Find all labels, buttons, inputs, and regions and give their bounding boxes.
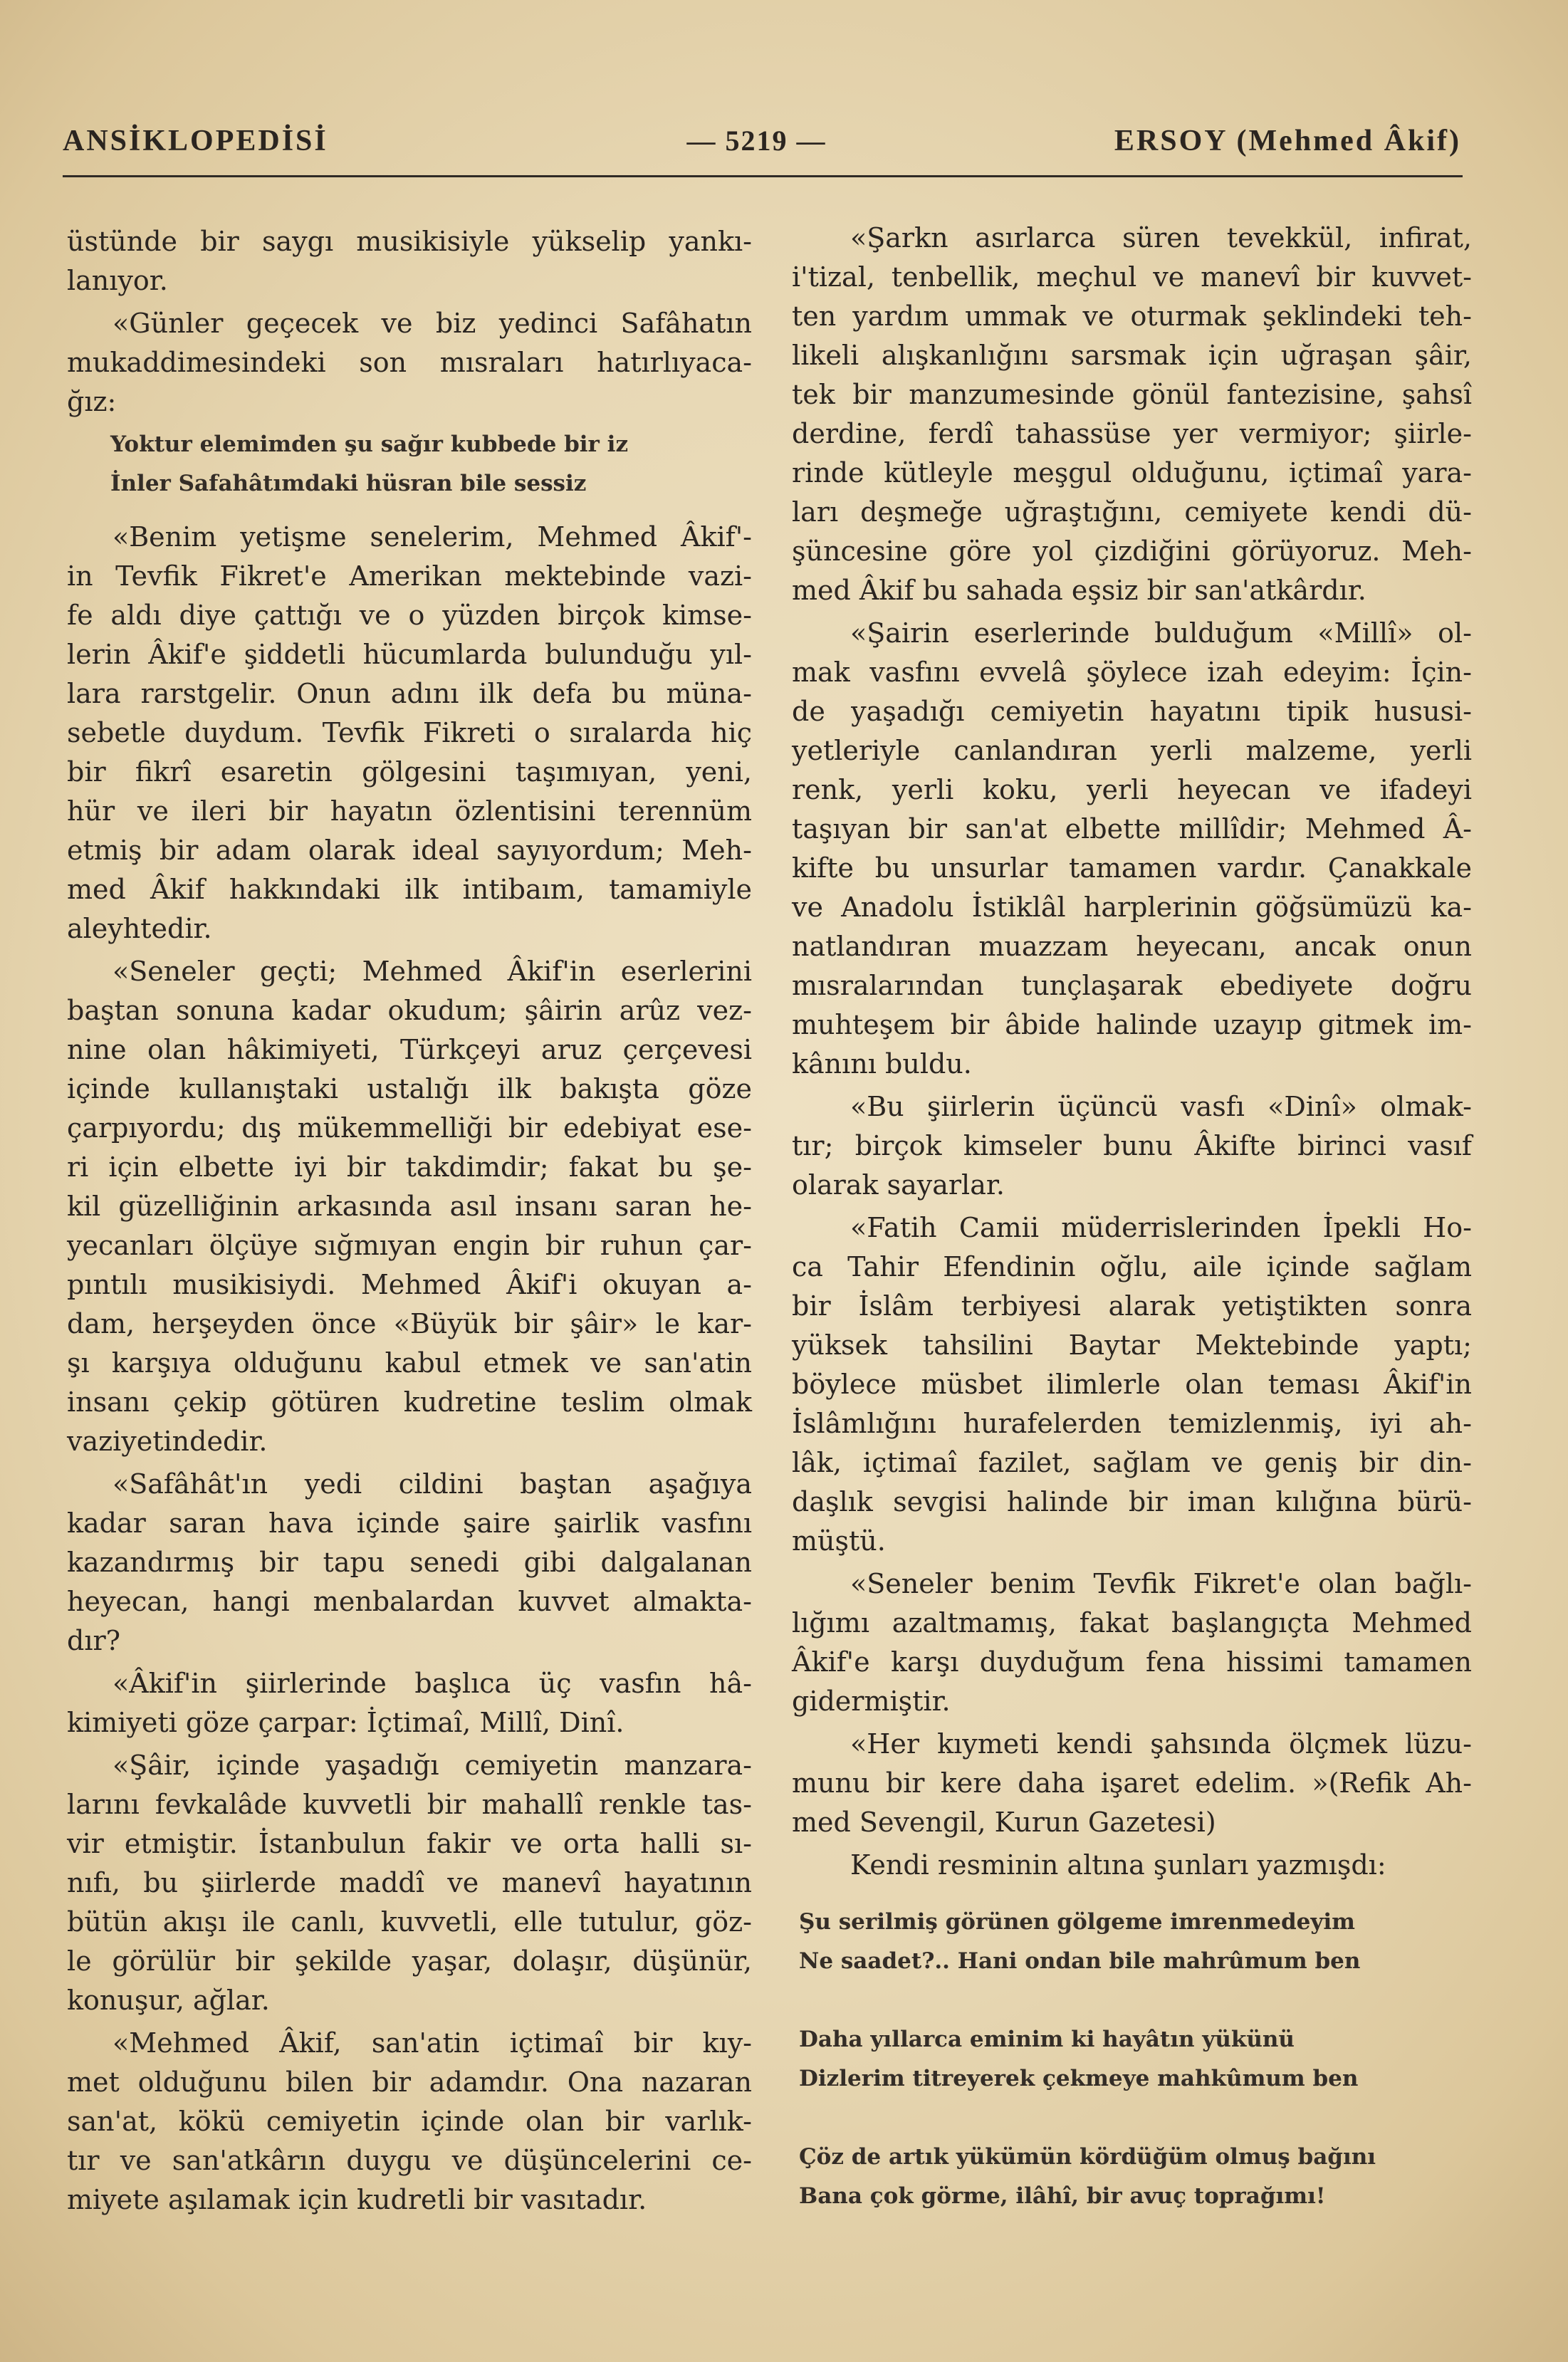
text-line: vaziyetindedir. xyxy=(67,1426,268,1457)
text-line: munu bir kere daha işaret edelim. »(Refik Ah- xyxy=(792,1767,1472,1799)
text-line: müştü. xyxy=(792,1525,886,1557)
verse-line: Yoktur elemimden şu sağır kubbede bir iz xyxy=(110,432,629,457)
text-line: heyecan, hangi menbalardan kuvvet almakta- xyxy=(67,1586,752,1617)
text-line: ca Tahir Efendinin oğlu, aile içinde sağlam xyxy=(792,1251,1472,1282)
text-line: kadar saran hava içinde şaire şairlik vasfını xyxy=(67,1507,752,1539)
text-line: med Âkif bu sahada eşsiz bir san'atkârdır. xyxy=(792,575,1366,606)
verse-quote xyxy=(792,1903,1472,2216)
text-line: etmiş bir adam olarak ideal sayıyordum; Meh- xyxy=(67,835,752,866)
paragraph xyxy=(792,219,1472,610)
text-line: kifte bu unsurlar tamamen vardır. Çanakkale xyxy=(792,852,1472,884)
paragraph xyxy=(67,2024,752,2220)
text-line: miyete aşılamak için kudretli bir vasıtadır. xyxy=(67,2184,647,2215)
running-head-left: ANSİKLOPEDİSİ xyxy=(63,125,328,157)
text-line: med Sevengil, Kurun Gazetesi) xyxy=(792,1807,1216,1838)
text-line: «Safâhât'ın yedi cildini baştan aşağıya xyxy=(113,1468,752,1500)
text-line: hür ve ileri bir hayatın özlentisini terennüm xyxy=(67,795,752,827)
text-line: ğız: xyxy=(67,386,117,417)
paragraph xyxy=(67,304,752,422)
text-line: lığımı azaltmamış, fakat başlangıçta Mehmed xyxy=(792,1607,1472,1639)
text-line: kil güzelliğinin arkasında asıl insanı saran he- xyxy=(67,1191,752,1222)
text-line: böylece müsbet ilimlerle olan teması Âkif'in xyxy=(792,1369,1472,1400)
text-line: larını fevkalâde kuvvetli bir mahallî renkle tas- xyxy=(67,1789,752,1820)
verse-line: Ne saadet?.. Hani ondan bile mahrûmum ben xyxy=(799,1948,1361,1974)
text-line: şı karşıya olduğunu kabul etmek ve san'atin xyxy=(67,1347,752,1379)
verse-quote xyxy=(67,425,752,503)
text-line: «Şâir, içinde yaşadığı cemiyetin manzara- xyxy=(113,1750,752,1781)
text-line: bir fikrî esaretin gölgesini taşımıyan, yeni, xyxy=(67,756,752,788)
text-line: gidermiştir. xyxy=(792,1686,951,1717)
text-line: «Günler geçecek ve biz yedinci Safâhatın xyxy=(113,308,752,339)
text-line: şüncesine göre yol çizdiğini görüyoruz. Meh- xyxy=(792,535,1472,567)
text-line: med Âkif hakkındaki ilk intibaım, tamamiyle xyxy=(67,874,752,905)
text-line: «Seneler benim Tevfik Fikret'e olan bağlı- xyxy=(850,1568,1472,1599)
text-line: daşlık sevgisi halinde bir iman kılığına bürü- xyxy=(792,1486,1472,1517)
text-line: de yaşadığı cemiyetin hayatını tipik hususi- xyxy=(792,696,1472,727)
text-line: ten yardım ummak ve oturmak şeklindeki teh- xyxy=(792,301,1472,332)
page-number: — 5219 — xyxy=(686,125,827,157)
column-left xyxy=(67,222,752,2220)
text-line: baştan sonuna kadar okudum; şâirin arûz vez- xyxy=(67,995,752,1026)
text-line: muhteşem bir âbide halinde uzayıp gitmek im- xyxy=(792,1009,1472,1040)
verse-line: Daha yıllarca eminim ki hayâtın yükünü xyxy=(799,2027,1295,2052)
text-line: lara rarstgelir. Onun adını ilk defa bu müna- xyxy=(67,678,752,709)
text-line: Kendi resminin altına şunları yazmışdı: xyxy=(850,1849,1386,1881)
text-line: insanı çekip götüren kudretine teslim olmak xyxy=(67,1386,752,1418)
column-right xyxy=(792,219,1472,2216)
text-line: «Şairin eserlerinde bulduğum «Millî» ol- xyxy=(850,617,1472,649)
header-rule xyxy=(63,175,1463,177)
running-head-right: ERSOY (Mehmed Âkif) xyxy=(1114,125,1461,157)
paragraph xyxy=(792,1564,1472,1721)
text-line: üstünde bir saygı musikisiyle yükselip yankı- xyxy=(67,226,752,257)
text-line: renk, yerli koku, yerli heyecan ve ifadeyi xyxy=(792,774,1472,805)
text-line: «Mehmed Âkif, san'atin içtimaî bir kıy- xyxy=(113,2027,752,2059)
text-line: met olduğunu bilen bir adamdır. Ona nazaran xyxy=(67,2066,752,2098)
text-line: «Şarkn asırlarca süren tevekkül, infirat, xyxy=(850,222,1472,254)
text-line: ri için elbette iyi bir takdimdir; fakat bu şe- xyxy=(67,1151,752,1183)
text-line: pıntılı musikisiydi. Mehmed Âkif'i okuyan a- xyxy=(67,1269,752,1300)
text-line: vir etmiştir. İstanbulun fakir ve orta halli sı- xyxy=(67,1828,752,1859)
text-line: tır; birçok kimseler bunu Âkifte birinci vasıf xyxy=(792,1130,1472,1161)
text-line: fe aldı diye çattığı ve o yüzden birçok kimse- xyxy=(67,600,752,631)
text-line: dır? xyxy=(67,1625,121,1656)
text-line: İslâmlığını hurafelerden temizlenmiş, iyi ah- xyxy=(792,1408,1472,1439)
text-line: yecanları ölçüye sığmıyan engin bir ruhun çar- xyxy=(67,1230,752,1261)
text-line: «Fatih Camii müderrislerinden İpekli Ho- xyxy=(850,1212,1472,1243)
paragraph xyxy=(67,518,752,949)
text-line: olarak sayarlar. xyxy=(792,1169,1005,1201)
text-line: i'tizal, tenbellik, meçhul ve manevî bir kuvvet- xyxy=(792,261,1472,293)
text-line: lerin Âkif'e şiddetli hücumlarda bulunduğu yıl- xyxy=(67,639,752,670)
text-line: aleyhtedir. xyxy=(67,913,212,944)
paragraph xyxy=(792,1725,1472,1842)
verse-line: Şu serilmiş görünen gölgeme imrenmedeyim xyxy=(799,1909,1355,1935)
text-line: natlandıran muazzam heyecanı, ancak onun xyxy=(792,931,1472,962)
text-line: rinde kütleyle meşgul olduğunu, içtimaî yara- xyxy=(792,457,1472,488)
text-line: dam, herşeyden önce «Büyük bir şâir» le kar- xyxy=(67,1308,752,1339)
paragraph xyxy=(67,952,752,1461)
text-line: bir İslâm terbiyesi alarak yetiştikten sonra xyxy=(792,1290,1472,1322)
paragraph xyxy=(67,1465,752,1661)
verse-line: İnler Safahâtımdaki hüsran bile sessiz xyxy=(110,471,587,496)
paragraph xyxy=(792,1087,1472,1205)
text-line: mak vasfını evvelâ şöylece izah edeyim: İçin- xyxy=(792,657,1472,688)
text-line: «Seneler geçti; Mehmed Âkif'in eserlerini xyxy=(113,956,752,987)
stanza xyxy=(799,2138,1472,2216)
text-line: tır ve san'atkârın duygu ve düşüncelerini ce- xyxy=(67,2145,752,2176)
text-line: sebetle duydum. Tevfik Fikreti o sıralarda hiç xyxy=(67,717,752,748)
verse-line: Bana çok görme, ilâhî, bir avuç toprağımı! xyxy=(799,2183,1326,2209)
paragraph xyxy=(792,1208,1472,1561)
text-line: lâk, içtimaî fazilet, sağlam ve geniş bir din- xyxy=(792,1447,1472,1478)
text-line: lanıyor. xyxy=(67,265,168,296)
text-line: Âkif'e karşı duyduğum fena hissimi tamamen xyxy=(792,1646,1472,1678)
text-line: kazandırmış bir tapu senedi gibi dalgalanan xyxy=(67,1547,752,1578)
text-line: mukaddimesindeki son mısraları hatırlıyaca- xyxy=(67,347,752,378)
text-line: tek bir manzumesinde gönül fantezisine, şahsî xyxy=(792,379,1472,410)
continued-paragraph xyxy=(67,222,752,301)
text-line: likeli alışkanlığını sarsmak için uğraşan şâir, xyxy=(792,340,1472,371)
text-line: derdine, ferdî tahassüse yer vermiyor; şiirle- xyxy=(792,418,1472,449)
text-line: taşıyan bir san'at elbette millîdir; Mehmed Â- xyxy=(792,813,1472,845)
text-line: ları deşmeğe uğraştığını, cemiyete kendi dü- xyxy=(792,496,1472,528)
text-line: san'at, kökü cemiyetin içinde olan bir varlık- xyxy=(67,2106,752,2137)
stanza xyxy=(110,425,752,503)
text-line: kânını buldu. xyxy=(792,1048,972,1080)
text-line: le görülür bir şekilde yaşar, dolaşır, düşünür, xyxy=(67,1945,752,1977)
verse-line: Çöz de artık yükümün kördüğüm olmuş bağını xyxy=(799,2144,1376,2170)
text-line: kimiyeti göze çarpar: İçtimaî, Millî, Dinî. xyxy=(67,1707,624,1738)
text-line: yetleriyle canlandıran yerli malzeme, yerli xyxy=(792,735,1472,766)
paragraph xyxy=(67,1746,752,2020)
text-line: ve Anadolu İstiklâl harplerinin göğsümüzü ka- xyxy=(792,892,1472,923)
text-line: çarpıyordu; dış mükemmelliği bir edebiyat ese- xyxy=(67,1112,752,1144)
paragraph xyxy=(792,614,1472,1084)
paragraph xyxy=(792,1846,1472,1885)
stanza xyxy=(799,2020,1472,2099)
text-line: in Tevfik Fikret'e Amerikan mektebinde vazi- xyxy=(67,560,752,592)
text-line: içinde kullanıştaki ustalığı ilk bakışta göze xyxy=(67,1073,752,1104)
text-line: «Âkif'in şiirlerinde başlıca üç vasfın hâ- xyxy=(113,1668,752,1699)
text-line: bütün akışı ile canlı, kuvvetli, elle tutulur, göz- xyxy=(67,1906,752,1938)
text-line: konuşur, ağlar. xyxy=(67,1985,270,2016)
text-line: nıfı, bu şiirlerde maddî ve manevî hayatının xyxy=(67,1867,752,1898)
text-line: nine olan hâkimiyeti, Türkçeyi aruz çerçevesi xyxy=(67,1034,752,1065)
stanza xyxy=(799,1903,1472,1981)
text-line: «Benim yetişme senelerim, Mehmed Âkif'- xyxy=(113,521,752,553)
text-line: «Bu şiirlerin üçüncü vasfı «Dinî» olmak- xyxy=(850,1091,1472,1122)
text-line: «Her kıymeti kendi şahsında ölçmek lüzu- xyxy=(850,1728,1472,1760)
text-line: yüksek tahsilini Baytar Mektebinde yaptı; xyxy=(792,1329,1472,1361)
verse-line: Dizlerim titreyerek çekmeye mahkûmum ben xyxy=(799,2066,1359,2091)
text-line: mısralarından tunçlaşarak ebediyete doğru xyxy=(792,970,1472,1001)
paragraph xyxy=(67,1664,752,1742)
